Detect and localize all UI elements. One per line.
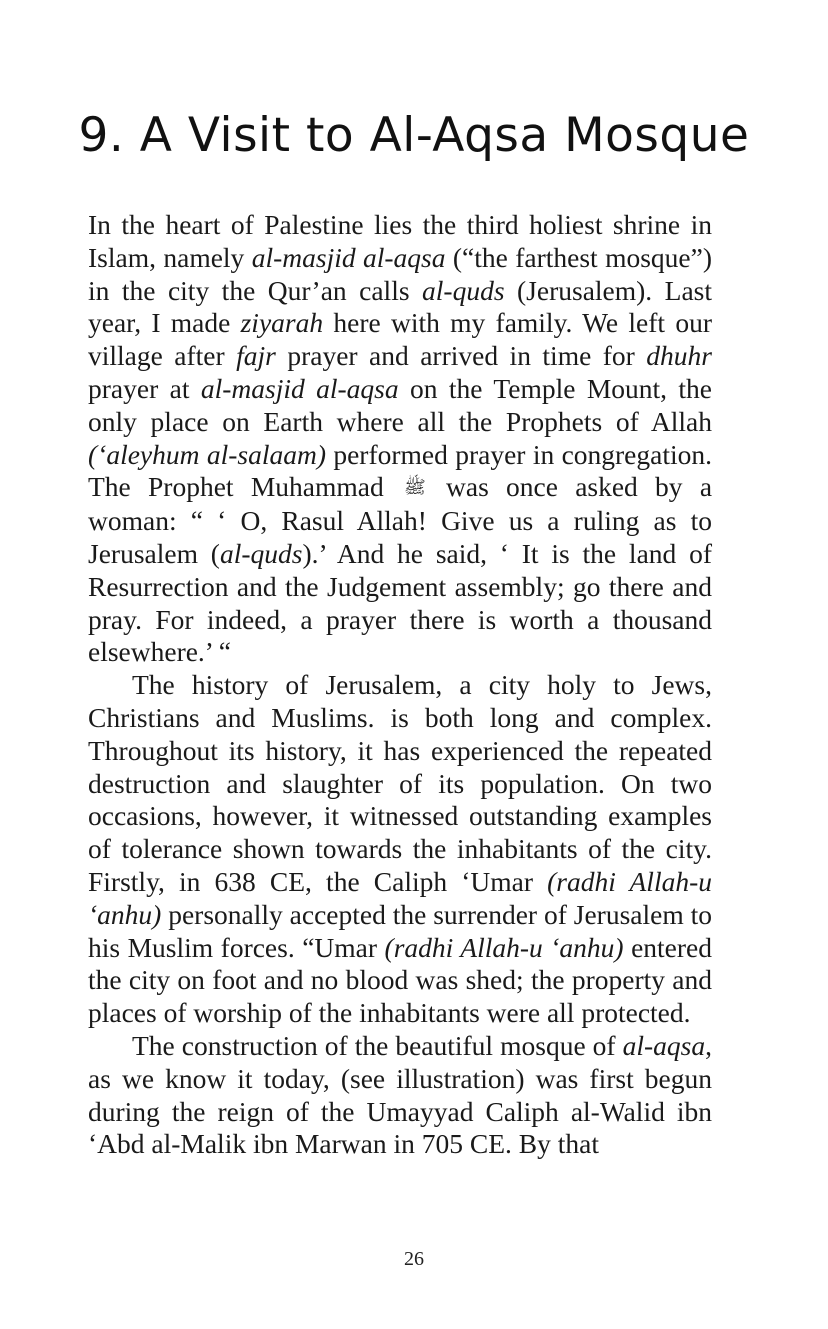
italic-term: (radhi Allah-u ‘anhu) xyxy=(384,931,624,963)
text-run: was once asked by a woman: “ ‘ O, Rasul Allah! Give us a ruling as to Jerusalem ( xyxy=(88,471,713,569)
text-run: here with my family. We left our village after xyxy=(88,307,712,372)
text-run: The history of Jerusalem, a city holy to Jews, Christians and Muslims. is both long and complex. Throughout its history, it has experienced the repeated destruction and slaughter of its population. On two occasions, however, it witnessed outstanding examples of tolerance shown towards the inhabitants of the city. Firstly, in 638 CE, the Caliph ‘Umar xyxy=(88,669,712,897)
italic-term: al-masjid al-aqsa xyxy=(200,372,399,404)
text-run: entered the city on foot and no blood was shed; the property and places of worship of the inhabitants were all protected. xyxy=(88,931,712,1029)
italic-term: fajr xyxy=(236,340,276,372)
text-run: performed prayer in congregation. The Prophet Muhammad xyxy=(88,438,712,503)
italic-term: (radhi Allah-u ‘anhu) xyxy=(88,865,712,930)
text-run: The construction of the beautiful mosque of xyxy=(132,1029,623,1061)
text-run: In the heart of Palestine lies the third holiest shrine in Islam, namely xyxy=(88,209,712,273)
italic-term: al-quds xyxy=(219,537,303,569)
italic-term: dhuhr xyxy=(646,340,712,372)
text-run: (Jerusalem). Last year, I made xyxy=(88,274,712,339)
text-run: , as we know it today, (see illustration) was first begun during the reign of the Umayyad Caliph al-Walid ibn ‘Abd al-Malik ibn Marwan in 705 CE. By that xyxy=(88,1029,712,1160)
text-run: on the Temple Mount, the only place on Earth where all the Prophets of Allah xyxy=(88,372,713,437)
text-run: prayer at xyxy=(88,372,201,404)
honorific-pbuh-icon: ﷺ xyxy=(403,477,426,499)
page-number: 26 xyxy=(404,1248,424,1270)
italic-term: ziyarah xyxy=(240,307,324,339)
italic-term: al-aqsa xyxy=(622,1029,706,1061)
chapter-title: 9. A Visit to Al-Aqsa Mosque xyxy=(78,108,750,163)
text-run: (“the farthest mosque”) in the city the Qur’an calls xyxy=(88,241,712,306)
paragraph-3 xyxy=(88,1030,712,1161)
text-run: personally accepted the surrender of Jerusalem to his Muslim forces. “Umar xyxy=(88,898,712,963)
italic-term: (‘aleyhum al-salaam) xyxy=(88,438,326,470)
italic-term: al-quds xyxy=(422,274,505,306)
body-text xyxy=(88,209,712,1161)
paragraph-2 xyxy=(88,669,712,1030)
italic-term: al-masjid al-aqsa xyxy=(251,241,446,273)
text-run: prayer and arrived in time for xyxy=(275,340,647,372)
paragraph-1 xyxy=(88,209,712,669)
text-run: ).’ And he said, ‘ It is the land of Resurrection and the Judgement assembly; go there and pray. For indeed, a prayer there is worth a thousand elsewhere.’ “ xyxy=(88,537,712,668)
